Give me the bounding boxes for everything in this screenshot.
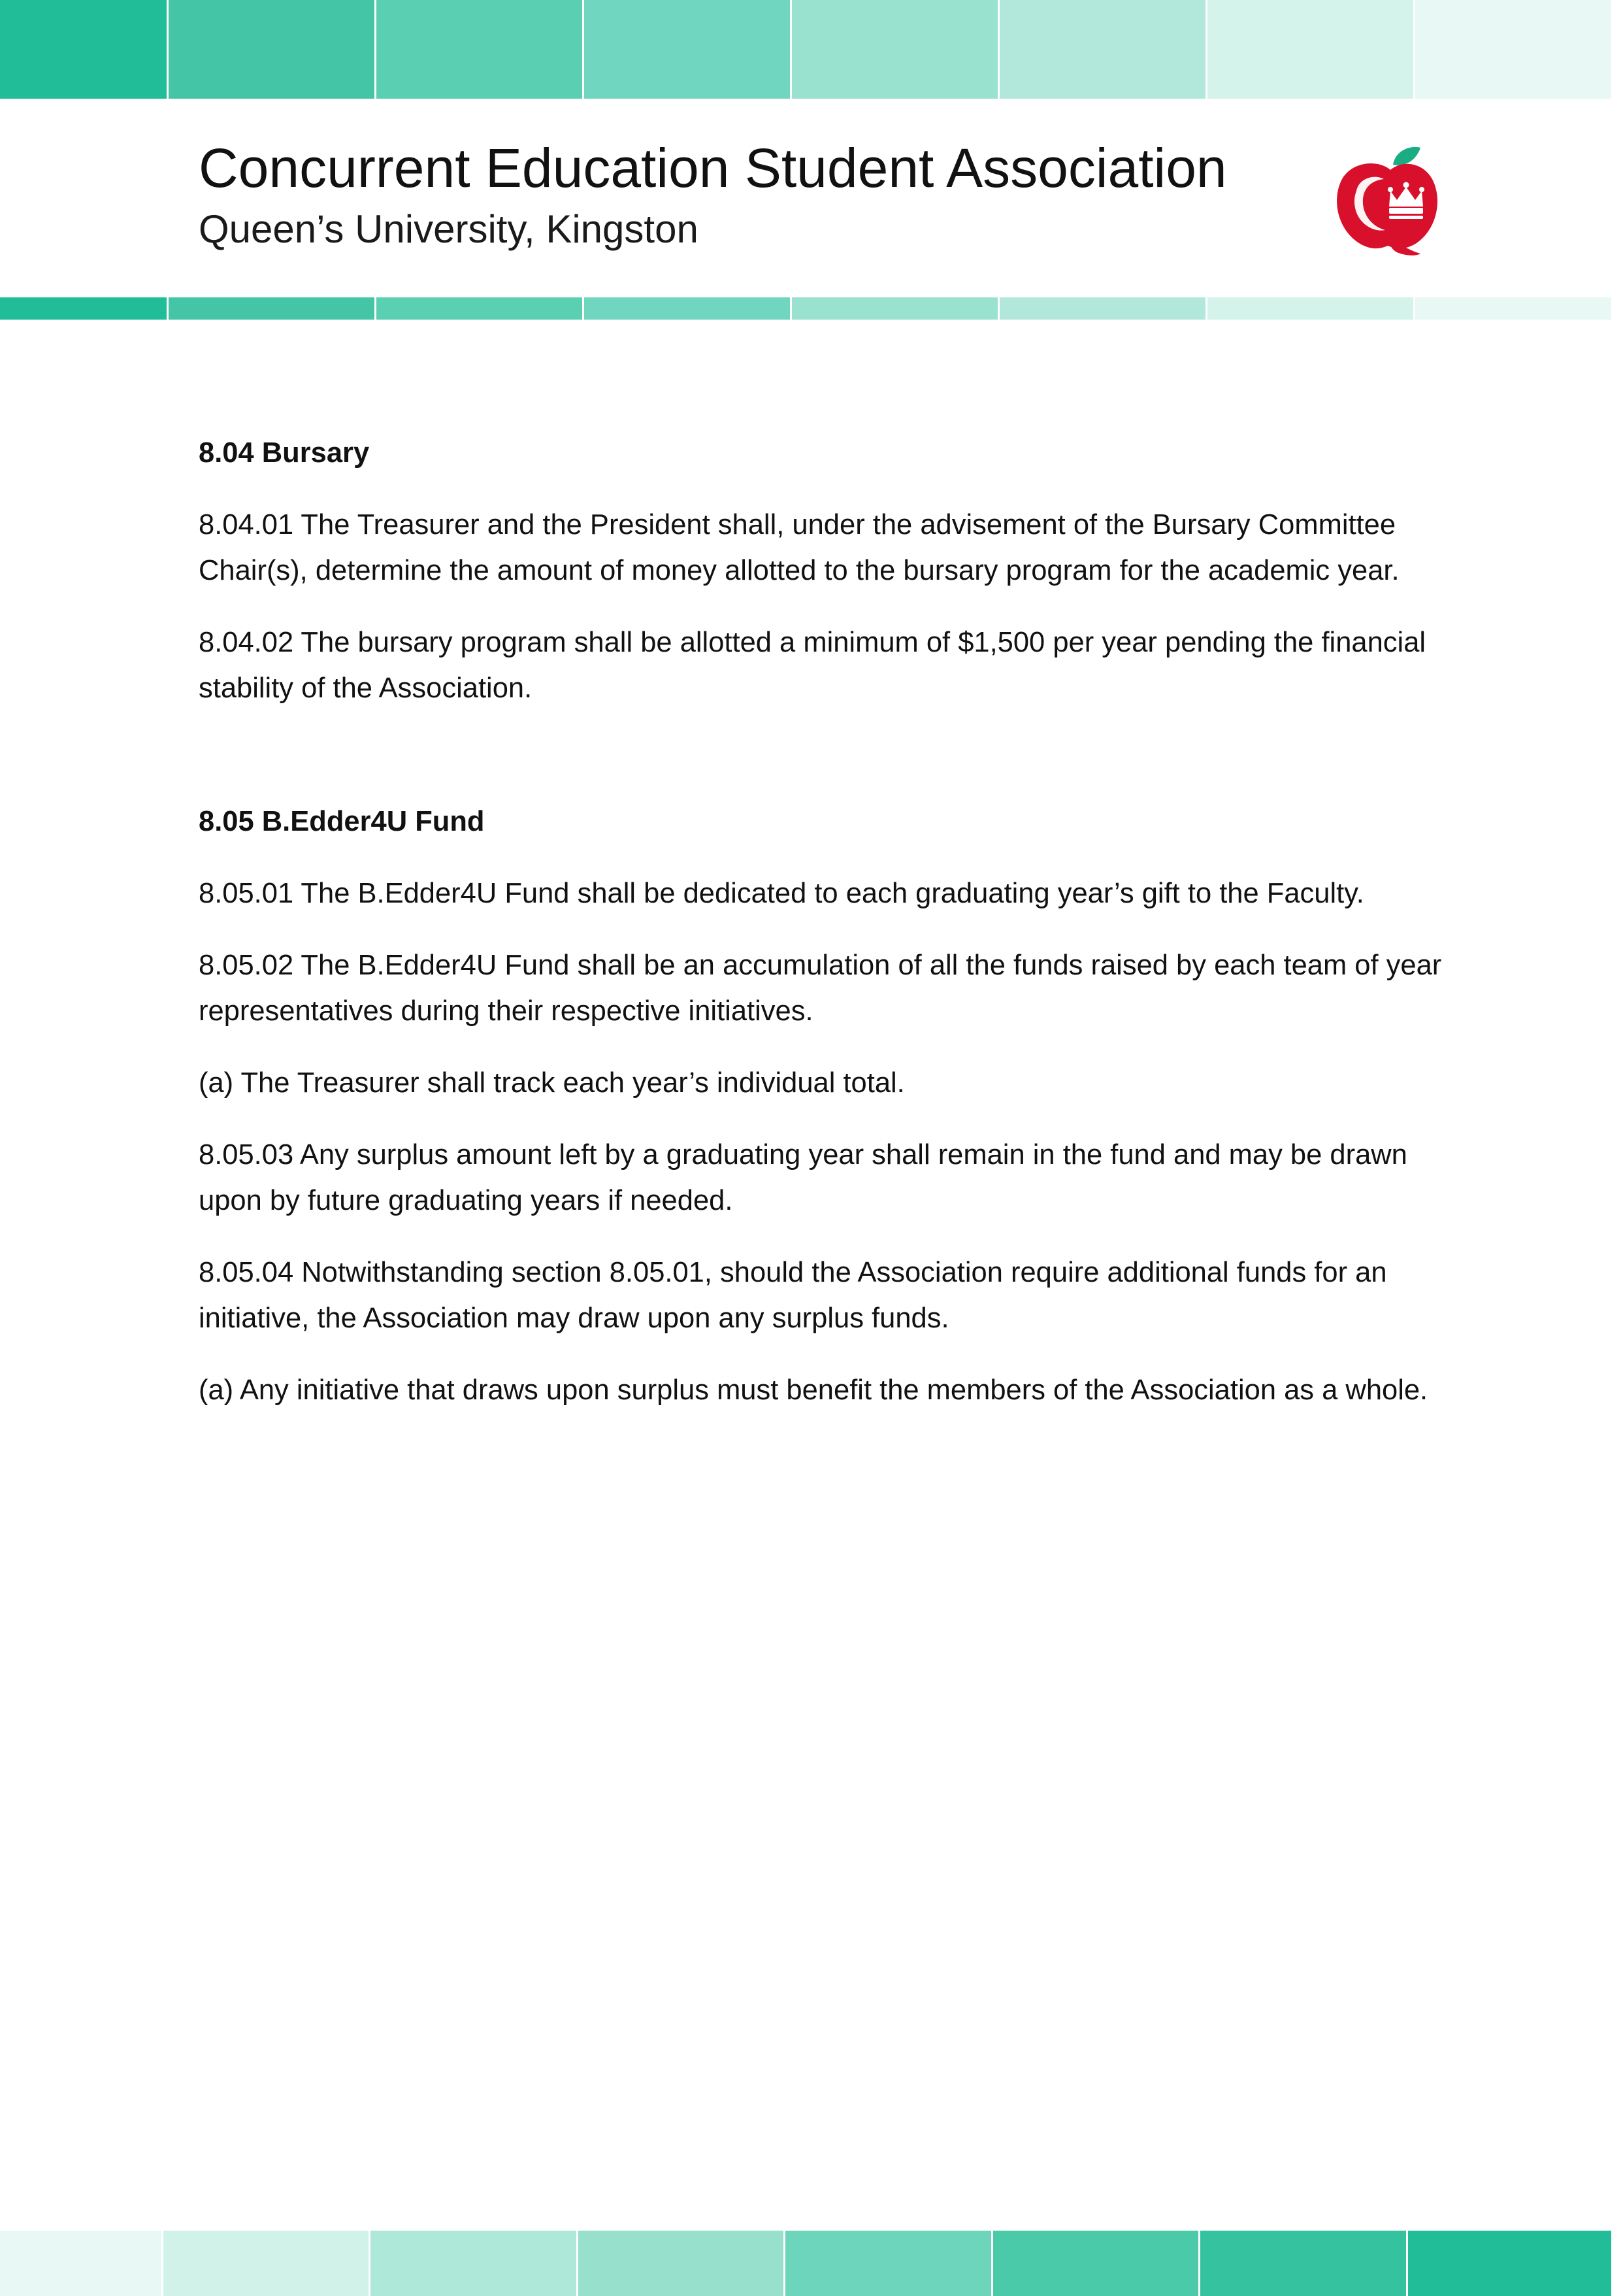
band-segment xyxy=(993,2231,1198,2296)
band-segment xyxy=(1207,0,1413,99)
clause-8-04-02: 8.04.02 The bursary program shall be allotted a minimum of $1,500 per year pending the financial stability of the Association. xyxy=(199,627,1426,704)
band-segment xyxy=(169,0,374,99)
top-color-band xyxy=(0,0,1611,99)
band-segment xyxy=(163,2231,369,2296)
section-heading-bursary: 8.04 Bursary xyxy=(199,437,370,469)
band-segment xyxy=(1000,0,1205,99)
band-segment xyxy=(376,0,582,99)
band-segment xyxy=(792,0,998,99)
band-segment xyxy=(376,297,582,320)
organization-title: Concurrent Education Student Association xyxy=(199,137,1227,199)
band-segment xyxy=(1408,2231,1611,2296)
band-segment xyxy=(1415,0,1611,99)
band-segment xyxy=(1000,297,1205,320)
apple-crown-logo-icon xyxy=(1333,145,1444,258)
band-segment xyxy=(578,2231,783,2296)
band-segment xyxy=(1415,297,1611,320)
band-segment xyxy=(0,297,167,320)
clause-8-05-02: 8.05.02 The B.Edder4U Fund shall be an accumulation of all the funds raised by each team of year representatives during their respective initiatives. xyxy=(199,950,1442,1027)
band-segment xyxy=(1207,297,1413,320)
band-segment xyxy=(0,2231,161,2296)
header-divider-band xyxy=(0,297,1611,320)
band-segment xyxy=(792,297,998,320)
band-segment xyxy=(169,297,374,320)
band-segment xyxy=(370,2231,576,2296)
organization-subtitle: Queen’s University, Kingston xyxy=(199,207,698,251)
section-heading-bedder4u-fund: 8.05 B.Edder4U Fund xyxy=(199,806,485,837)
document-body xyxy=(199,430,1453,1413)
clause-8-05-01: 8.05.01 The B.Edder4U Fund shall be dedicated to each graduating year’s gift to the Faculty. xyxy=(199,878,1364,909)
band-segment xyxy=(584,0,790,99)
bottom-color-band xyxy=(0,2231,1611,2296)
clause-8-05-02-a: (a) The Treasurer shall track each year’s individual total. xyxy=(199,1067,905,1099)
band-segment xyxy=(0,0,167,99)
clause-8-04-01: 8.04.01 The Treasurer and the President shall, under the advisement of the Bursary Committee Chair(s), determine the amount of money allotted to the bursary program for the academic year. xyxy=(199,509,1400,586)
clause-8-05-03: 8.05.03 Any surplus amount left by a graduating year shall remain in the fund and may be drawn upon by future graduating years if needed. xyxy=(199,1139,1407,1216)
clause-8-05-04-a: (a) Any initiative that draws upon surplus must benefit the members of the Association as a whole. xyxy=(199,1374,1428,1406)
band-segment xyxy=(584,297,790,320)
band-segment xyxy=(1200,2231,1405,2296)
band-segment xyxy=(785,2231,991,2296)
clause-8-05-04: 8.05.04 Notwithstanding section 8.05.01, should the Association require additional funds for an initiative, the Association may draw upon any surplus funds. xyxy=(199,1257,1387,1334)
document-header xyxy=(199,134,1427,256)
